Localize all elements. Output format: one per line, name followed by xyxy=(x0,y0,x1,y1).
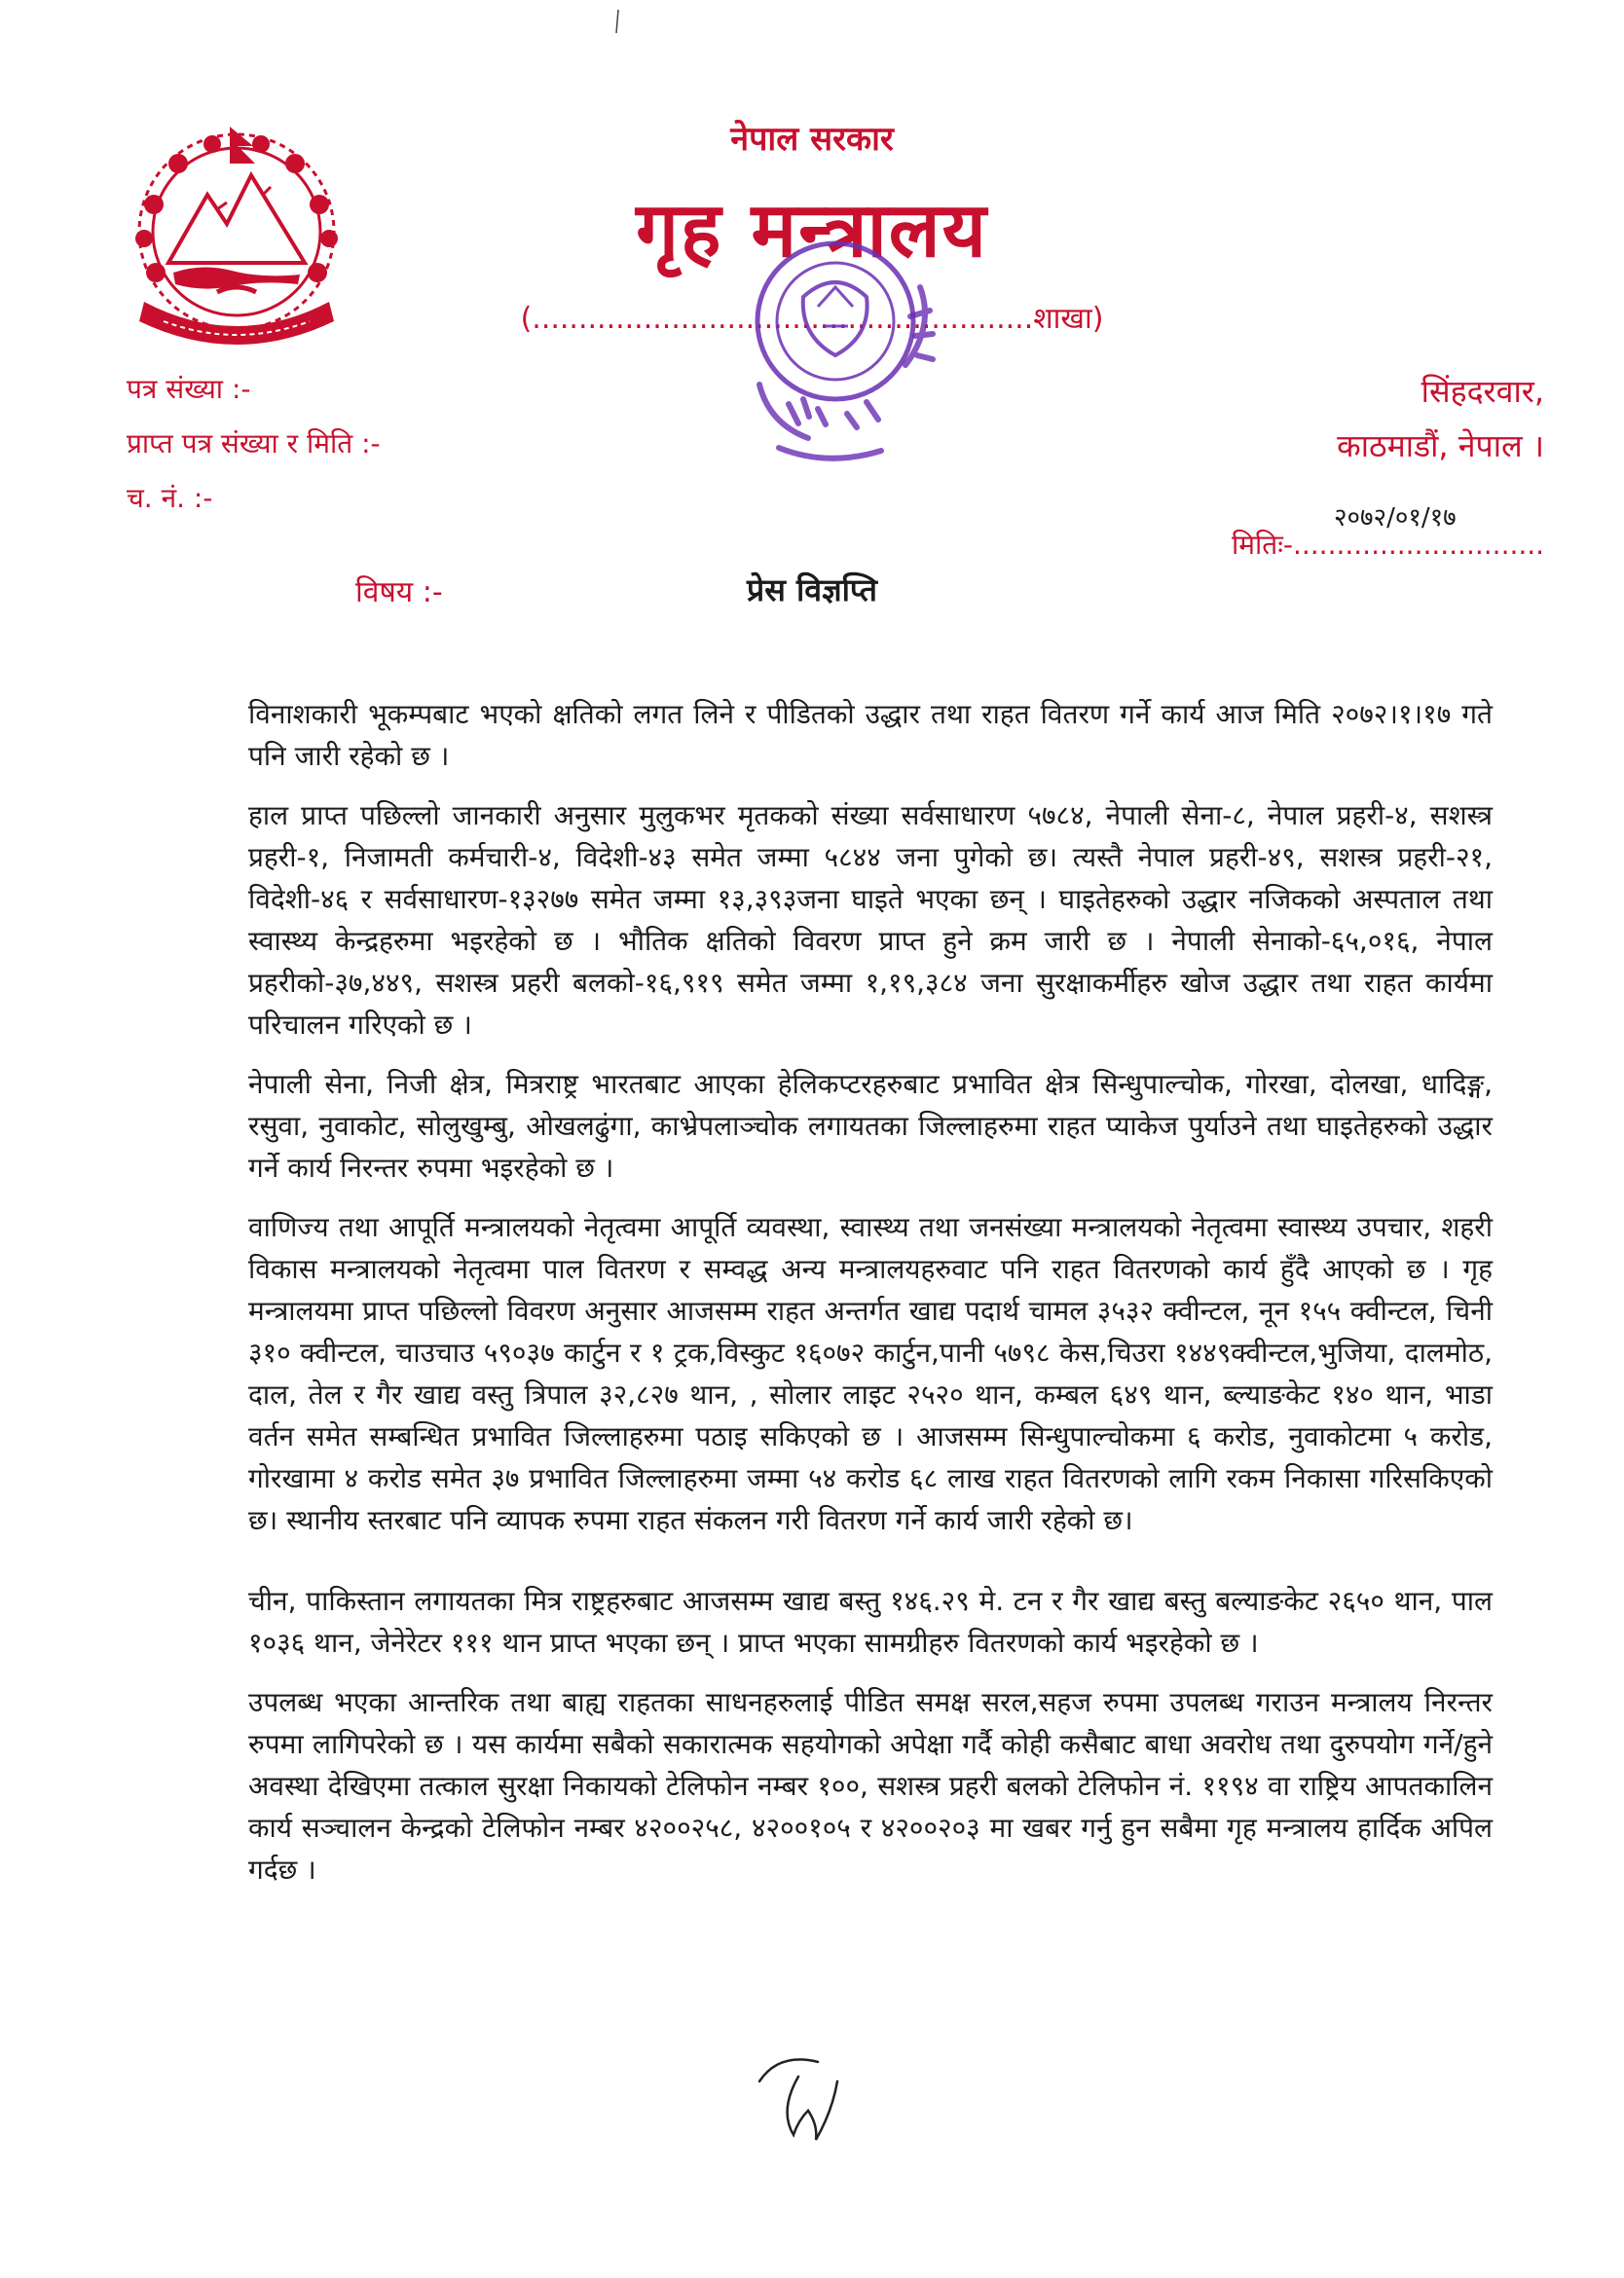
pen-mark xyxy=(615,10,619,33)
signature-icon xyxy=(740,2042,857,2149)
date-label: मितिः-............................. xyxy=(1232,529,1545,561)
date-value: २०७२/०१/१७ xyxy=(1334,503,1457,533)
address-line-2: काठमाडौं, नेपाल । xyxy=(1337,427,1544,464)
address-line-1: सिंहदरवार, xyxy=(1421,373,1544,410)
paragraph-2: हाल प्राप्त पछिल्लो जानकारी अनुसार मुलुकभर मृतकको संख्या सर्वसाधारण ५७८४, नेपाली सेना-८, नेपाल प्रहरी-४, सशस्त्र प्रहरी-१, निजामती कर्मचारी-४, विदेशी-४३ समेत जम्मा ५८४४ जना पुगेको छ। त्यस्तै नेपाल प्रहरी-४९, सशस्त्र प्रहरी-२१, विदेशी-४६ र सर्वसाधारण-१३२७७ समेत जम्मा १३,३९३जना घाइते भएका छन् । घाइतेहरुको उद्धार नजिकको अस्पताल तथा स्वास्थ्य केन्द्रहरुमा भइरहेको छ । भौतिक क्षतिको विवरण प्राप्त हुने क्रम जारी छ । नेपाली सेनाको-६५,०१६, नेपाल प्रहरीको-३७,४४९, सशस्त्र प्रहरी बलको-१६,९१९ समेत जम्मा १,१९,३८४ जना सुरक्षाकर्मीहरु खोज उद्धार तथा राहत कार्यमा परिचालन गरिएको छ । xyxy=(248,799,1493,1041)
ministry-name: गृह मन्त्रालय xyxy=(636,187,988,275)
document-title: प्रेस विज्ञप्ति xyxy=(747,571,877,608)
official-stamp-icon xyxy=(711,229,983,472)
branch-line: (......................................................शाखा) xyxy=(520,302,1104,336)
paragraph-4: वाणिज्य तथा आपूर्ति मन्त्रालयको नेतृत्वमा आपूर्ति व्यवस्था, स्वास्थ्य तथा जनसंख्या मन्त्रालयको नेतृत्वमा स्वास्थ्य उपचार, शहरी विकास मन्त्रालयको नेतृत्वमा पाल वितरण र सम्वद्ध अन्य मन्त्रालयहरुवाट पनि राहत वितरणको कार्य हुँदै आएको छ । गृह मन्त्रालयमा प्राप्त पछिल्लो विवरण अनुसार आजसम्म राहत अन्तर्गत खाद्य पदार्थ चामल ३५३२ क्वीन्टल, नून १५५ क्वीन्टल, चिनी ३१० क्वीन्टल, चाउचाउ ५९०३७ कार्टुन र १ ट्रक,विस्कुट १६०७२ कार्टुन,पानी ५७९८ केस,चिउरा १४४९क्वीन्टल,भुजिया, दालमोठ, दाल, तेल र गैर खाद्य वस्तु त्रिपाल ३२,८२७ थान, , सोलार लाइट २५२० थान, कम्बल ६४९ थान, ब्ल्याङकेट १४० थान, भाडा वर्तन समेत सम्बन्धित प्रभावित जिल्लाहरुमा पठाइ सकिएको छ । आजसम्म सिन्धुपाल्चोकमा ६ करोड, नुवाकोटमा ५ करोड, गोरखामा ४ करोड समेत ३७ प्रभावित जिल्लाहरुमा जम्मा ५४ करोड ६८ लाख राहत वितरणको लागि रकम निकासा गरिसकिएको छ। स्थानीय स्तरबाट पनि व्यापक रुपमा राहत संकलन गरी वितरण गर्ने कार्य जारी रहेको छ। xyxy=(248,1211,1493,1536)
paragraph-3: नेपाली सेना, निजी क्षेत्र, मित्रराष्ट्र भारतबाट आएका हेलिकप्टरहरुबाट प्रभावित क्षेत्र सिन्धुपाल्चोक, गोरखा, दोलखा, धादिङ्ग, रसुवा, नुवाकोट, सोलुखुम्बु, ओखलढुंगा, काभ्रेपलाञ्चोक लगायतका जिल्लाहरुमा राहत प्याकेज पुर्याउने तथा घाइतेहरुको उद्धार गर्ने कार्य निरन्तर रुपमा भइरहेको छ । xyxy=(248,1068,1493,1184)
letter-number-label: पत्र संख्या :- xyxy=(127,373,251,405)
government-name: नेपाल सरकार xyxy=(730,120,894,159)
subject-label: विषय :- xyxy=(355,575,443,609)
paragraph-5: चीन, पाकिस्तान लगायतका मित्र राष्ट्रहरुबाट आजसम्म खाद्य बस्तु १४६.२९ मे. टन र गैर खाद्य बस्तु बल्याङकेट २६५० थान, पाल १०३६ थान, जेनेरेटर १११ थान प्राप्त भएका छन् । प्राप्त भएका सामग्रीहरु वितरणको कार्य भइरहेको छ । xyxy=(248,1585,1493,1659)
paragraph-1: विनाशकारी भूकम्पबाट भएको क्षतिको लगत लिने र पीडितको उद्धार तथा राहत वितरण गर्ने कार्य आज मिति २०७२।१।१७ गते पनि जारी रहेको छ । xyxy=(248,698,1493,772)
dispatch-number-label: च. नं. :- xyxy=(127,482,213,514)
received-letter-label: प्राप्त पत्र संख्या र मिति :- xyxy=(127,427,381,459)
paragraph-6: उपलब्ध भएका आन्तरिक तथा बाह्य राहतका साधनहरुलाई पीडित समक्ष सरल,सहज रुपमा उपलब्ध गराउन मन्त्रालय निरन्तर रुपमा लागिपरेको छ । यस कार्यमा सबैको सकारात्मक सहयोगको अपेक्षा गर्दै कोही कसैबाट बाधा अवरोध तथा दुरुपयोग गर्ने/हुने अवस्था देखिएमा तत्काल सुरक्षा निकायको टेलिफोन नम्बर १००, सशस्त्र प्रहरी बलको टेलिफोन नं. ११९४ वा राष्ट्रिय आपतकालिन कार्य सञ्चालन केन्द्रको टेलिफोन नम्बर ४२००२५८, ४२००१०५ र ४२००२०३ मा खबर गर्नु हुन सबैमा गृह मन्त्रालय हार्दिक अपिल गर्दछ । xyxy=(248,1686,1493,1886)
document-body xyxy=(248,693,1493,1908)
